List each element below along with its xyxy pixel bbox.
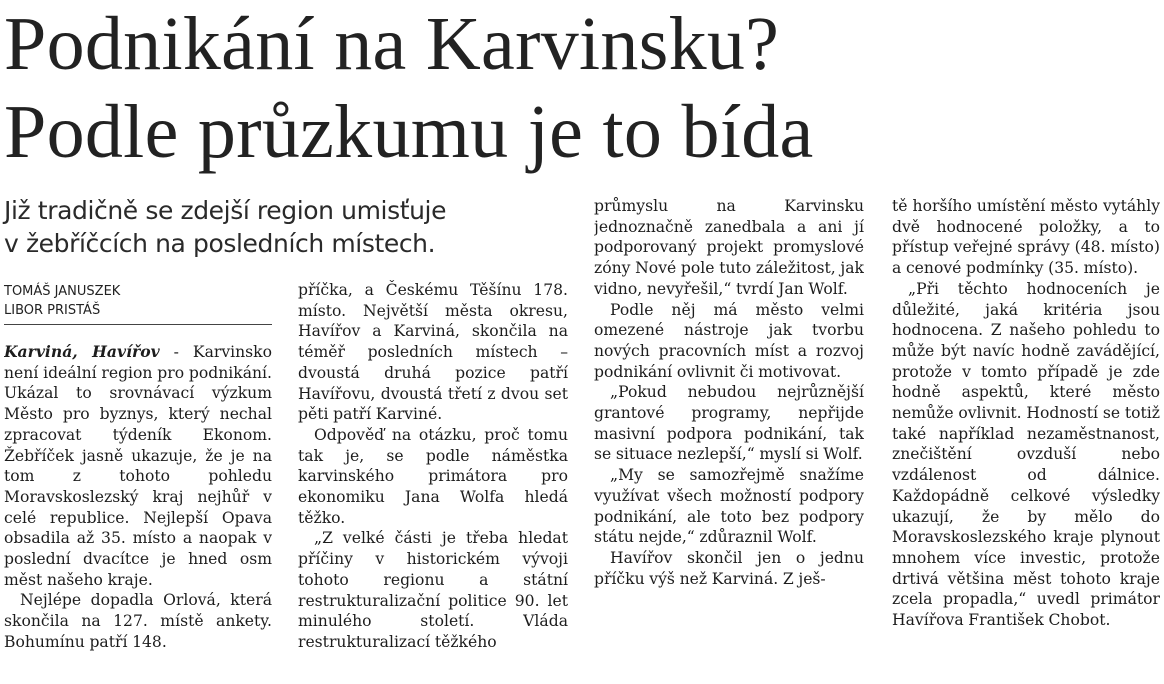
article-column-4 [892, 196, 1160, 631]
article-column-1 [4, 342, 272, 653]
article-paragraph: „My se samozřejmě snažíme využívat všech možností podpory podnikání, ale toto bez podpory státu nejde,“ zdůraznil Wolf. [594, 466, 864, 547]
headline [4, 0, 1164, 176]
article-paragraph: Havířov skončil jen o jednu příčku výš než Karviná. Z ješ- [594, 548, 864, 588]
article-paragraph [4, 342, 272, 590]
article-paragraph: Nejlépe dopadla Orlová, která skončila na 127. místě ankety. Bohumínu patří 148. [4, 591, 272, 651]
article-paragraph: Odpověď na otázku, proč tomu tak je, se podle náměstka karvinského primátora pro ekonomiku Jana Wolfa hledá těžko. [298, 425, 568, 527]
article-paragraph: „Při těchto hodnoceních je důležité, jaká kritéria jsou hodnocena. Z našeho pohledu to může být navíc hodně zavádějící, protože v tomto případě je zde hodně aspektů, které město nemůže ovlivnit. Hodností se totiž také například nezaměstnanost, znečištění ovzduší nebo vzdálenost od dálnice. Každopádně celkové výsledky ukazují, že by mělo do Moravskoslezského kraje plynout mnohem více investic, protože drtivá většina měst tohoto kraje zcela propadla,“ uvedl primátor Havířova František Chobot. [892, 279, 1160, 630]
subheadline [4, 194, 579, 260]
article-column-2 [298, 280, 568, 653]
article-paragraph: „Z velké části je třeba hledat příčiny v historickém vývoji tohoto regionu a státní restrukturalizační politice 90. let minulého století. Vláda restrukturalizací těžkého [298, 529, 568, 651]
article-paragraph: příčka, a Českému Těšínu 178. místo. Největší města okresu, Havířov a Karviná, skončila na téměř posledních místech – dvoustá druhá pozice patří Havířovu, dvoustá třetí z dvou set pěti patří Karviné. [298, 281, 568, 424]
subheadline-line-1: Již tradičně se zdejší region umisťuje [4, 196, 447, 225]
headline-line-1: Podnikání na Karvinsku? [4, 2, 780, 86]
article-column-3 [594, 196, 864, 589]
author-name: LIBOR PRISTÁŠ [4, 303, 101, 318]
headline-line-2: Podle průzkumu je to bída [4, 90, 814, 174]
byline [4, 282, 272, 325]
author-name: TOMÁŠ JANUSZEK [4, 284, 121, 299]
paragraph-text: - Karvinsko není ideální region pro podnikání. Ukázal to srovnávací výzkum Město pro byznys, který nechal zpracovat týdeník Ekonom. Žebříček jasně ukazuje, že je na tom z tohoto pohledu Moravskoslezský kraj nejhůř v celé republice. Nejlepší Opava obsadila až 35. místo a naopak v poslední dvacítce je hned osm měst našeho kraje. [4, 343, 272, 589]
dateline: Karviná, Havířov [4, 342, 160, 361]
article-paragraph: tě horšího umístění město vytáhly dvě hodnocené položky, a to přístup veřejné správy (48. místo) a cenové podmínky (35. místo). [892, 197, 1160, 278]
subheadline-line-2: v žebříčcích na posledních místech. [4, 229, 436, 258]
article-paragraph: průmyslu na Karvinsku jednoznačně zanedbala a ani jí podporovaný projekt promyslové zóny Nové pole tuto záležitost, jak vidno, nevyřešil,“ tvrdí Jan Wolf. [594, 197, 864, 298]
article-paragraph: Podle něj má město velmi omezené nástroje jak tvorbu nových pracovních míst a rozvoj podnikání ovlivnit či motivovat. [594, 300, 864, 381]
article-paragraph: „Pokud nebudou nejrůznější grantové programy, nepřijde masivní podpora podnikání, tak se situace nezlepší,“ myslí si Wolf. [594, 383, 864, 464]
